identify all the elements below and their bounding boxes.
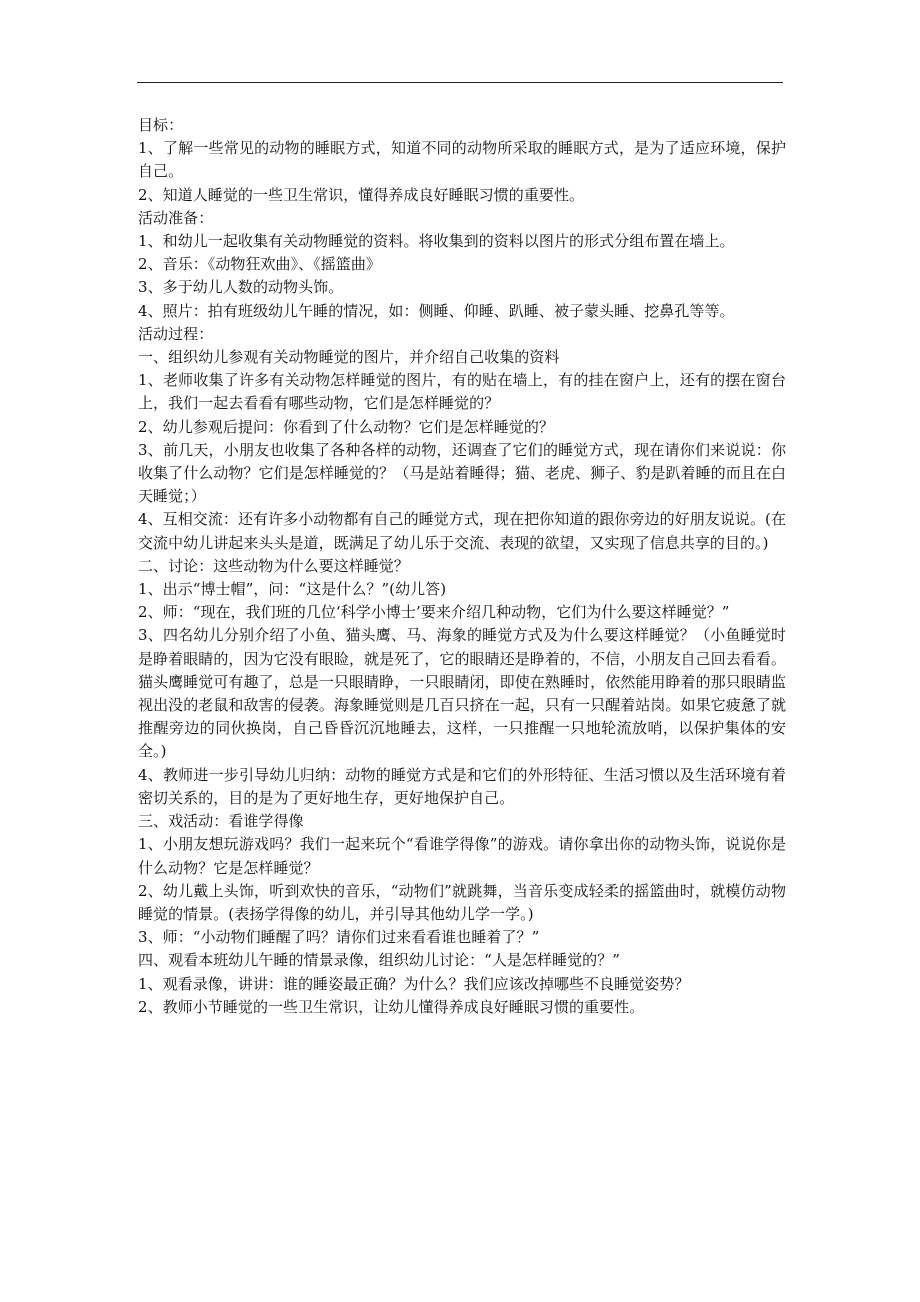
section-heading-4: 四、观看本班幼儿午睡的情景录像，组织幼儿讨论：“人是怎样睡觉的？”	[138, 951, 620, 970]
section-heading-1: 一、组织幼儿参观有关动物睡觉的图片，并介绍自己收集的资料	[138, 348, 560, 367]
section-2-item-2: 2、师：“现在，我们班的几位‘科学小博士’要来介绍几种动物，它们为什么要这样睡觉？”	[138, 603, 730, 622]
heading-process: 活动过程：	[138, 324, 214, 343]
section-1-item-2: 2、幼儿参观后提问：你看到了什么动物？它们是怎样睡觉的？	[138, 417, 554, 436]
section-3-item-2: 2、幼儿戴上头饰，听到欢快的音乐，“动物们”就跳舞，当音乐变成轻柔的摇篮曲时，就模仿动物睡觉的情景。(表扬学得像的幼儿，并引导其他幼儿学一学。)	[138, 881, 786, 923]
preparation-item-4: 4、照片：拍有班级幼儿午睡的情况，如：侧睡、仰睡、趴睡、被子蒙头睡、挖鼻孔等等。	[138, 301, 735, 320]
preparation-item-1: 1、和幼儿一起收集有关动物睡觉的资料。将收集到的资料以图片的形式分组布置在墙上。	[138, 232, 735, 251]
heading-preparation: 活动准备：	[138, 208, 214, 227]
section-3-item-3: 3、师：“小动物们睡醒了吗？请你们过来看看谁也睡着了？”	[138, 928, 540, 947]
section-heading-2: 二、讨论：这些动物为什么要这样睡觉？	[138, 556, 409, 575]
section-1-item-4: 4、互相交流：还有许多小动物都有自己的睡觉方式，现在把你知道的跟你旁边的好朋友说说。(在交流中幼儿讲起来头头是道，既满足了幼儿乐于交流、表现的欲望，又实现了信息共享的目的。)	[138, 510, 786, 552]
section-4-item-1: 1、观看录像，讲讲：谁的睡姿最正确？为什么？我们应该改掉哪些不良睡觉姿势？	[138, 974, 690, 993]
heading-goals: 目标：	[138, 116, 184, 134]
document-body	[138, 114, 786, 1019]
section-4-item-2: 2、教师小节睡觉的一些卫生常识，让幼儿懂得养成良好睡眠习惯的重要性。	[138, 997, 645, 1016]
section-3-item-1: 1、小朋友想玩游戏吗？我们一起来玩个“看谁学得像”的游戏。请你拿出你的动物头饰，说说你是什么动物？它是怎样睡觉？	[138, 835, 786, 877]
section-2-item-1: 1、出示“博士帽”，问：“这是什么？”(幼儿答)	[138, 580, 447, 599]
section-heading-3: 三、戏活动：看谁学得像	[138, 812, 304, 831]
section-2-item-3: 3、四名幼儿分别介绍了小鱼、猫头鹰、马、海象的睡觉方式及为什么要这样睡觉？（小鱼睡觉时是睁着眼睛的，因为它没有眼睑，就是死了，它的眼睛还是睁着的，不信，小朋友自己回去看看。猫头鹰睡觉可有趣了，总是一只眼睛睁，一只眼睛闭，即使在熟睡时，依然能用睁着的那只眼睛监视出没的老鼠和敌害的侵袭。海象睡觉则是几百只挤在一起，只有一只醒着站岗。如果它疲惫了就推醒旁边的同伙换岗，自己昏昏沉沉地睡去，这样，一只推醒一只地轮流放哨，以保护集体的安全。)	[138, 626, 786, 761]
goal-item-2: 2、知道人睡觉的一些卫生常识，懂得养成良好睡眠习惯的重要性。	[138, 185, 585, 204]
section-2-item-4: 4、教师进一步引导幼儿归纳：动物的睡觉方式是和它们的外形特征、生活习惯以及生活环境有着密切关系的，目的是为了更好地生存，更好地保护自己。	[138, 765, 786, 807]
preparation-item-2: 2、音乐：《动物狂欢曲》、《摇篮曲》	[138, 255, 381, 274]
section-1-item-1: 1、老师收集了许多有关动物怎样睡觉的图片，有的贴在墙上，有的挂在窗户上，还有的摆在窗台上，我们一起去看看有哪些动物，它们是怎样睡觉的？	[138, 371, 786, 413]
header-rule	[137, 82, 783, 83]
preparation-item-3: 3、多于幼儿人数的动物头饰。	[138, 278, 344, 297]
goal-item-1: 1、了解一些常见的动物的睡眠方式，知道不同的动物所采取的睡眠方式，是为了适应环境，保护自己。	[138, 139, 786, 181]
section-1-item-3: 3、前几天，小朋友也收集了各种各样的动物，还调查了它们的睡觉方式，现在请你们来说说：你收集了什么动物？它们是怎样睡觉的？（马是站着睡得；猫、老虎、狮子、豹是趴着睡的而且在白天睡觉；）	[138, 440, 786, 506]
